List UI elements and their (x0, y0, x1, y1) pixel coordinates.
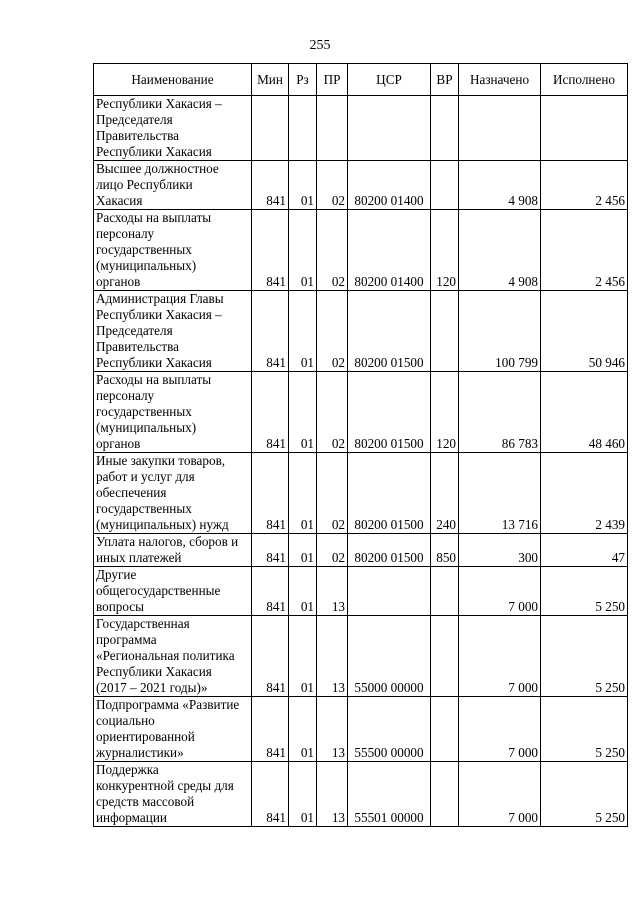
cell-min: 841 (252, 534, 289, 567)
cell-rz: 01 (289, 567, 317, 616)
cell-rz: 01 (289, 697, 317, 762)
cell-executed: 5 250 (541, 697, 628, 762)
table-row (94, 291, 628, 372)
column-header-min: Мин (252, 64, 289, 96)
table-row (94, 453, 628, 534)
cell-pr: 13 (317, 567, 348, 616)
cell-vr (431, 616, 459, 697)
cell-executed (541, 96, 628, 161)
cell-min: 841 (252, 210, 289, 291)
cell-rz: 01 (289, 616, 317, 697)
cell-executed: 2 456 (541, 210, 628, 291)
cell-csr (348, 96, 431, 161)
table-row (94, 210, 628, 291)
cell-name: Администрация Главы Республики Хакасия – Председателя Правительства Республики Хакасия (94, 291, 252, 372)
cell-pr: 02 (317, 453, 348, 534)
cell-name: Республики Хакасия – Председателя Правительства Республики Хакасия (94, 96, 252, 161)
table-row (94, 161, 628, 210)
column-header-rz: Рз (289, 64, 317, 96)
cell-csr: 55000 00000 (348, 616, 431, 697)
cell-assigned: 300 (459, 534, 541, 567)
cell-name: Расходы на выплаты персоналу государственных (муниципальных) органов (94, 372, 252, 453)
cell-vr (431, 161, 459, 210)
cell-csr: 80200 01400 (348, 161, 431, 210)
table-row (94, 534, 628, 567)
cell-pr: 02 (317, 534, 348, 567)
table-row (94, 697, 628, 762)
cell-assigned: 4 908 (459, 210, 541, 291)
cell-name: Поддержка конкурентной среды для средств массовой информации (94, 762, 252, 827)
column-header-executed: Исполнено (541, 64, 628, 96)
cell-executed: 5 250 (541, 616, 628, 697)
cell-pr: 13 (317, 762, 348, 827)
cell-min: 841 (252, 161, 289, 210)
cell-name: Уплата налогов, сборов и иных платежей (94, 534, 252, 567)
cell-vr (431, 291, 459, 372)
cell-rz: 01 (289, 291, 317, 372)
cell-name: Подпрограмма «Развитие социально ориентированной журналистики» (94, 697, 252, 762)
column-header-csr: ЦСР (348, 64, 431, 96)
header-row (94, 64, 628, 96)
cell-min: 841 (252, 567, 289, 616)
cell-assigned (459, 96, 541, 161)
cell-csr: 55500 00000 (348, 697, 431, 762)
cell-csr (348, 567, 431, 616)
cell-pr: 02 (317, 210, 348, 291)
cell-vr: 850 (431, 534, 459, 567)
cell-name: Иные закупки товаров, работ и услуг для обеспечения государственных (муниципальных) нужд (94, 453, 252, 534)
column-header-pr: ПР (317, 64, 348, 96)
cell-rz: 01 (289, 453, 317, 534)
cell-csr: 80200 01500 (348, 453, 431, 534)
cell-rz: 01 (289, 372, 317, 453)
cell-min: 841 (252, 372, 289, 453)
cell-min (252, 96, 289, 161)
cell-rz (289, 96, 317, 161)
table-row (94, 96, 628, 161)
page-number: 255 (309, 38, 331, 53)
cell-assigned: 4 908 (459, 161, 541, 210)
cell-assigned: 7 000 (459, 616, 541, 697)
budget-table (93, 63, 628, 827)
cell-min: 841 (252, 291, 289, 372)
cell-vr (431, 697, 459, 762)
cell-assigned: 7 000 (459, 762, 541, 827)
cell-vr: 120 (431, 372, 459, 453)
cell-vr (431, 567, 459, 616)
cell-csr: 80200 01500 (348, 534, 431, 567)
cell-assigned: 100 799 (459, 291, 541, 372)
table-row (94, 616, 628, 697)
cell-name: Государственная программа «Региональная политика Республики Хакасия (2017 – 2021 годы)» (94, 616, 252, 697)
cell-vr: 240 (431, 453, 459, 534)
column-header-name: Наименование (94, 64, 252, 96)
cell-rz: 01 (289, 161, 317, 210)
cell-assigned: 86 783 (459, 372, 541, 453)
cell-vr (431, 96, 459, 161)
cell-executed: 2 439 (541, 453, 628, 534)
cell-executed: 2 456 (541, 161, 628, 210)
cell-min: 841 (252, 453, 289, 534)
cell-pr: 13 (317, 616, 348, 697)
cell-rz: 01 (289, 762, 317, 827)
table-row (94, 567, 628, 616)
cell-assigned: 13 716 (459, 453, 541, 534)
cell-pr: 02 (317, 161, 348, 210)
cell-executed: 50 946 (541, 291, 628, 372)
cell-vr: 120 (431, 210, 459, 291)
cell-pr (317, 96, 348, 161)
cell-rz: 01 (289, 210, 317, 291)
cell-pr: 02 (317, 291, 348, 372)
cell-vr (431, 762, 459, 827)
cell-name: Другие общегосударственные вопросы (94, 567, 252, 616)
cell-executed: 5 250 (541, 567, 628, 616)
column-header-assigned: Назначено (459, 64, 541, 96)
table-row (94, 762, 628, 827)
cell-name: Высшее должностное лицо Республики Хакасия (94, 161, 252, 210)
cell-min: 841 (252, 762, 289, 827)
cell-assigned: 7 000 (459, 697, 541, 762)
table-row (94, 372, 628, 453)
cell-executed: 48 460 (541, 372, 628, 453)
cell-rz: 01 (289, 534, 317, 567)
cell-name: Расходы на выплаты персоналу государственных (муниципальных) органов (94, 210, 252, 291)
cell-min: 841 (252, 697, 289, 762)
cell-executed: 5 250 (541, 762, 628, 827)
column-header-vr: ВР (431, 64, 459, 96)
cell-csr: 55501 00000 (348, 762, 431, 827)
cell-csr: 80200 01500 (348, 291, 431, 372)
cell-min: 841 (252, 616, 289, 697)
cell-pr: 02 (317, 372, 348, 453)
cell-pr: 13 (317, 697, 348, 762)
cell-assigned: 7 000 (459, 567, 541, 616)
cell-executed: 47 (541, 534, 628, 567)
cell-csr: 80200 01400 (348, 210, 431, 291)
cell-csr: 80200 01500 (348, 372, 431, 453)
